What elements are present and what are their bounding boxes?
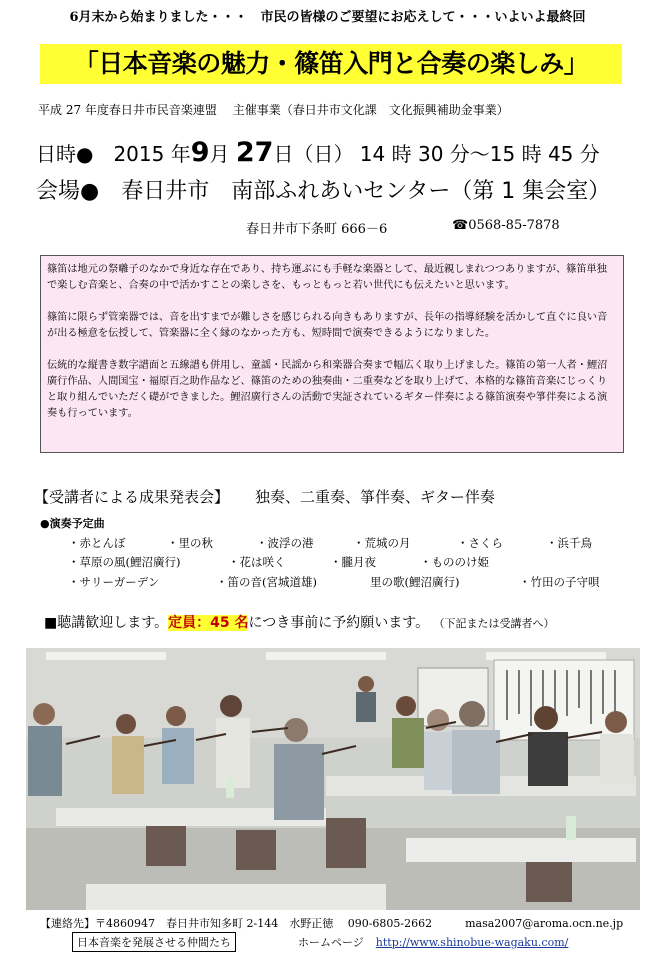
event-datetime [36, 137, 600, 168]
program-item: ・荒城の月 [353, 536, 411, 550]
page-title: 「日本音楽の魅力・篠笛入門と合奏の楽しみ」 [40, 44, 622, 84]
description-paragraph: 伝統的な縦書き数字譜面と五線譜も併用し、童謡・民謡から和楽器合奏まで幅広く取り上げました。篠笛の第一人者・鯉沼廣行作品、人間国宝・福原百之助作品など、篠笛のための独奏曲・二重奏などを取り上げて、本格的な篠笛音楽にじっくりと取り組んでいただく礎ができました。鯉沼廣行さんの活動で実証されているギター伴奏による篠笛演奏や箏伴奏による演奏も行っています。 [47, 360, 608, 419]
program-item: ・さくら [457, 536, 503, 550]
date-prefix: 日時● 2015 年 [36, 142, 191, 166]
notice-lead: ■聴講歓迎します。 [44, 615, 169, 631]
top-announcement: 6月末から始まりました・・・ 市民の皆様のご要望にお応えして・・・いよいよ最終回 [69, 10, 586, 25]
homepage-line [298, 934, 568, 950]
group-name: 日本音楽を発展させる仲間たち [72, 932, 236, 952]
program-item: ・赤とんぼ [68, 536, 126, 550]
event-month: 9 [190, 137, 210, 168]
date-suffix: 日（日） 14 時 30 分～15 時 45 分 [273, 142, 600, 166]
program-item: ・里の秋 [167, 536, 213, 550]
program-item: ・浜千鳥 [546, 536, 592, 550]
attendance-notice [44, 612, 555, 632]
program-item: ・笛の音(宮城道雄) [216, 575, 317, 589]
event-day: 27 [235, 137, 274, 168]
description-box [40, 255, 624, 453]
capacity-highlight: 定員：45 名 [168, 615, 249, 631]
description-paragraph: 篠笛に限らず管楽器では、音を出すまでが難しさを感じられる向きもありますが、長年の指導経験を活かして直ぐに良い音が出る極意を伝授して、管楽器に全く縁のなかった方も、短時間で演奏できるようになりました。 [47, 312, 608, 339]
program-item: ・花は咲く [228, 555, 286, 569]
event-venue: 会場● 春日井市 南部ふれあいセンター（第 1 集会室） [36, 179, 611, 204]
organizer-line: 平成 27 年度春日井市民音楽連盟 主催事業（春日井市文化課 文化振興補助金事業） [38, 103, 509, 117]
class-photo [26, 648, 640, 910]
venue-address: 春日井市下条町 666－6 [246, 222, 388, 237]
program-label: ●演奏予定曲 [40, 517, 105, 530]
notice-rest: につき事前に予約願います。 [248, 615, 430, 631]
program-item: ・サリーガーデン [68, 575, 160, 589]
month-unit: 月 [209, 142, 230, 166]
contact-info: 【連絡先】〒4860947 春日井市知多町 2-144 水野正徳 090-6805-2662 masa2007@aroma.ocn.ne.jp [40, 917, 624, 930]
program-item: ・波浮の港 [256, 536, 314, 550]
venue-phone: ☎0568-85-7878 [452, 218, 560, 233]
class-photo-illustration [26, 648, 640, 910]
homepage-link[interactable]: http://www.shinobue-wagaku.com/ [375, 936, 569, 949]
program-item: ・朧月夜 [330, 555, 376, 569]
description-paragraph: 篠笛は地元の祭囃子のなかで身近な存在であり、持ち運ぶにも手軽な楽器として、最近親しまれつつありますが、篠笛単独で楽しむ音楽と、合奏の中で活かすことの楽しさを、もっともっと若い世代にも伝えたいと思います。 [47, 264, 607, 291]
notice-note: （下記または受講者へ） [433, 617, 555, 630]
recital-heading [34, 486, 495, 507]
recital-types: 独奏、二重奏、箏伴奏、ギター伴奏 [255, 488, 495, 506]
program-item: ・草原の風(鯉沼廣行) [68, 555, 181, 569]
recital-label: 【受講者による成果発表会】 [34, 488, 230, 506]
program-item: ・竹田の子守唄 [519, 575, 600, 589]
program-item: ・もののけ姫 [420, 555, 489, 569]
program-item: 里の歌(鯉沼廣行) [370, 575, 460, 589]
homepage-label: ホームページ [298, 936, 364, 949]
